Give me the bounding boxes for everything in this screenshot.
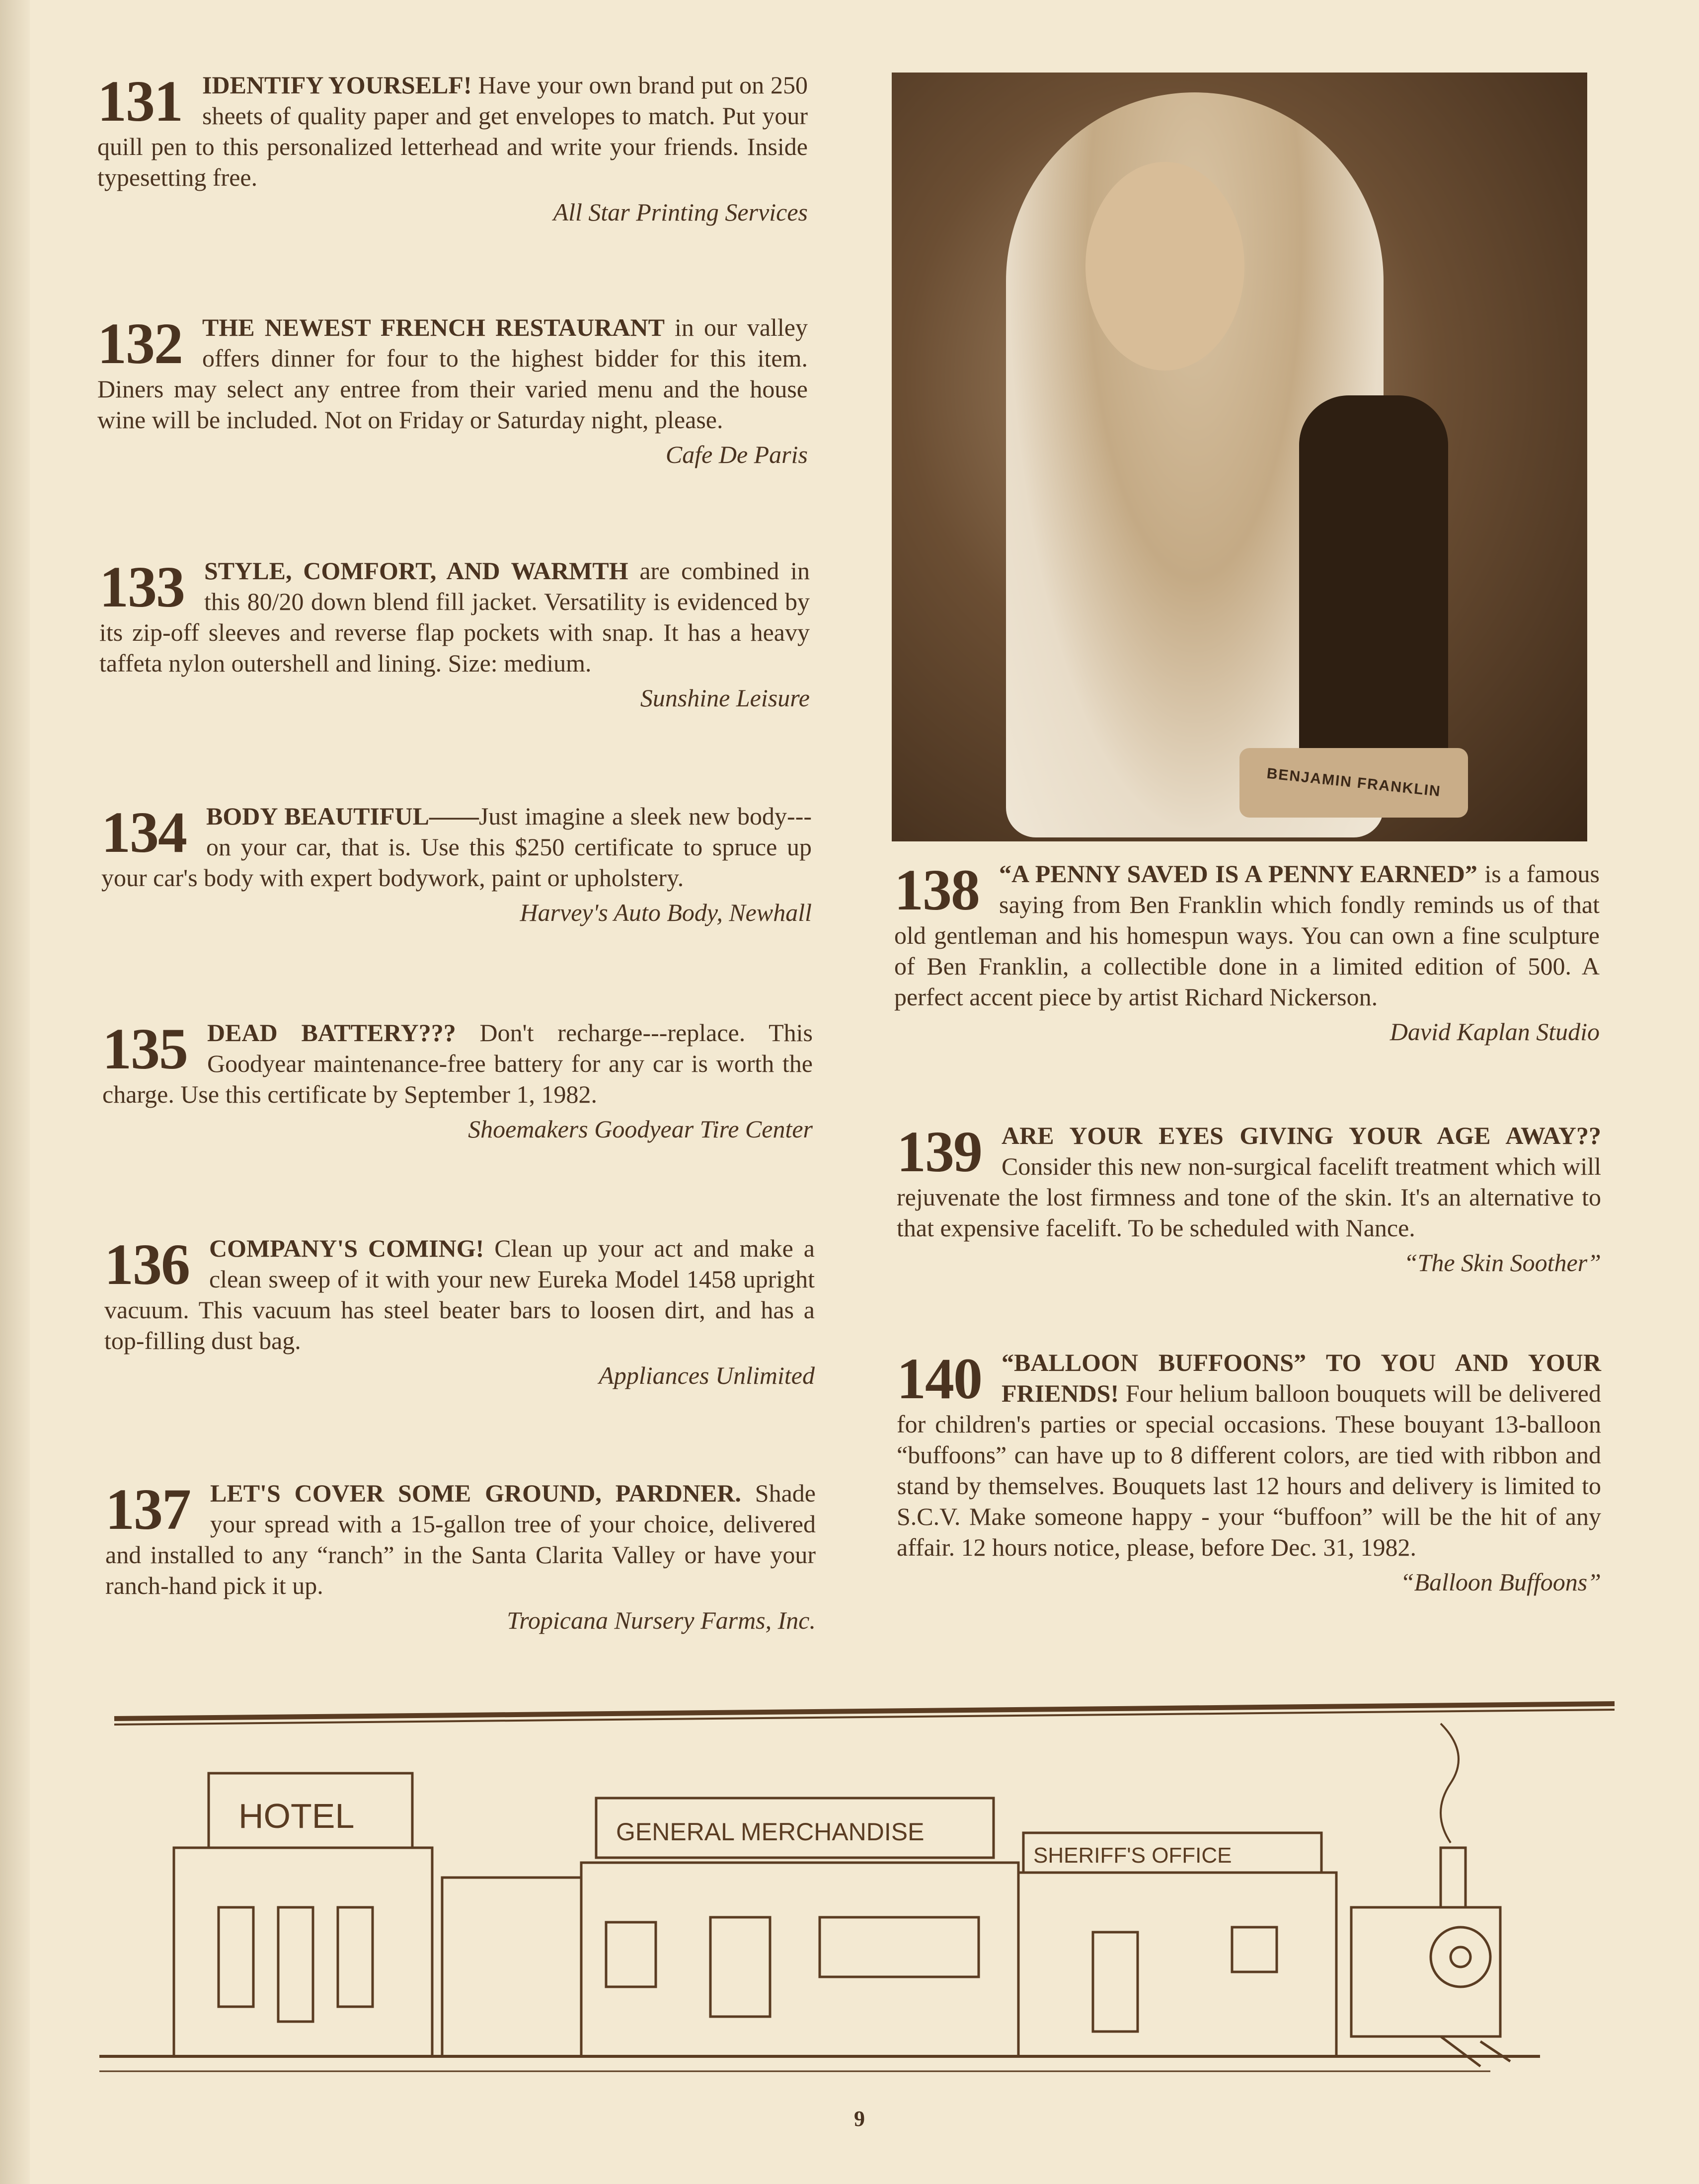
item-131 xyxy=(97,70,808,227)
item-sponsor: “The Skin Soother” xyxy=(1403,1249,1601,1277)
item-134 xyxy=(101,801,812,928)
item-number: 139 xyxy=(897,1119,982,1184)
photo-sculpture-base xyxy=(1239,748,1468,818)
item-140 xyxy=(897,1347,1601,1597)
item-sponsor: Harvey's Auto Body, Newhall xyxy=(520,899,812,926)
item-number: 136 xyxy=(104,1232,189,1297)
item-135 xyxy=(102,1017,813,1144)
sheriff-building xyxy=(1018,1873,1336,2056)
item-138 xyxy=(894,858,1600,1047)
item-number: 137 xyxy=(105,1477,190,1542)
photo-girl-with-franklin-sculpture xyxy=(892,73,1587,841)
general-merchandise-sign: GENERAL MERCHANDISE xyxy=(616,1818,925,1846)
middle-building xyxy=(442,1878,581,2056)
western-town-sketch xyxy=(99,1699,1615,2086)
item-number: 134 xyxy=(101,800,186,865)
item-sponsor: All Star Printing Services xyxy=(553,198,808,226)
locomotive xyxy=(1351,1724,1510,2066)
item-number: 135 xyxy=(102,1016,187,1081)
hotel-sign: HOTEL xyxy=(238,1797,355,1835)
item-137 xyxy=(105,1478,816,1636)
item-body: Have your own brand put on 250 sheets of quality paper and get envelopes to match. Put your quill pen to this personalized letterhead and write your friends. Inside typesetting free. xyxy=(97,71,808,191)
item-body: Consider this new non-surgical facelift treatment which will rejuvenate the lost firmness and tone of the skin. It's an alternative to that expensive facelift. To be scheduled with Nance. xyxy=(897,1152,1601,1242)
item-body: is a famous saying from Ben Franklin which fondly reminds us of that old gentleman and his homespun ways. You can own a fine sculpture of Ben Franklin, a collectible done in a limited edition of 500. A perfect accent piece by artist Richard Nickerson. xyxy=(894,860,1600,1011)
sculpture-base-label: BENJAMIN FRANKLIN xyxy=(1266,765,1442,800)
item-body: Four helium balloon bouquets will be delivered for children's parties or special occasions. These bouyant 13-balloon “buffoons” can have up to 8 different colors, are tied with ribbon and stand by themselves. Bouquets last 12 hours and delivery is limited to S.C.V. Make someone happy - your “buffoon” will be the hit of any affair. 12 hours notice, please, before Dec. 31, 1982. xyxy=(897,1379,1601,1561)
photo-franklin-sculpture xyxy=(1299,395,1448,803)
hotel-building xyxy=(174,1848,432,2056)
item-body: Shade your spread with a 15-gallon tree of your choice, delivered and installed to any “ranch” in the Santa Clarita Valley or have your ranch-hand pick it up. xyxy=(105,1479,816,1599)
sheriffs-office-sign: SHERIFF'S OFFICE xyxy=(1033,1843,1232,1868)
item-sponsor: David Kaplan Studio xyxy=(1390,1018,1600,1046)
item-sponsor: Tropicana Nursery Farms, Inc. xyxy=(507,1606,816,1634)
item-sponsor: Cafe De Paris xyxy=(665,441,808,468)
page-number: 9 xyxy=(854,2107,865,2131)
item-number: 132 xyxy=(97,311,182,376)
item-sponsor: “Balloon Buffoons” xyxy=(1400,1568,1601,1596)
item-sponsor: Sunshine Leisure xyxy=(640,684,810,712)
item-heading: BODY BEAUTIFUL—— xyxy=(206,802,479,830)
item-sponsor: Appliances Unlimited xyxy=(599,1361,815,1389)
item-heading: ARE YOUR EYES GIVING YOUR AGE AWAY?? xyxy=(1002,1122,1601,1149)
item-132 xyxy=(97,312,808,470)
photo-girl-face xyxy=(1085,162,1244,371)
item-body: are combined in this 80/20 down blend fill jacket. Versatility is evidenced by its zip-off sleeves and reverse flap pockets with snap. It has a heavy taffeta nylon outershell and lining. Size: medium. xyxy=(99,557,810,677)
item-heading: “BALLOON BUFFOONS” TO YOU AND YOUR FRIENDS! xyxy=(1002,1349,1601,1407)
item-heading: STYLE, COMFORT, AND WARMTH xyxy=(204,557,628,585)
general-store-building xyxy=(581,1863,1018,2056)
item-body: in our valley offers dinner for four to the highest bidder for this item. Diners may select any entree from their varied menu and the house wine will be included. Not on Friday or Saturday night, please. xyxy=(97,313,808,434)
item-sponsor: Shoemakers Goodyear Tire Center xyxy=(468,1115,813,1143)
binding-gutter xyxy=(0,0,30,2184)
item-body: Clean up your act and make a clean sweep of it with your new Eureka Model 1458 upright vacuum. This vacuum has steel beater bars to loosen dirt, and has a top-filling dust bag. xyxy=(104,1234,815,1355)
item-number: 133 xyxy=(99,554,184,619)
item-133 xyxy=(99,555,810,713)
item-number: 140 xyxy=(897,1346,982,1411)
item-heading: COMPANY'S COMING! xyxy=(209,1234,484,1262)
item-heading: IDENTIFY YOURSELF! xyxy=(202,71,472,99)
item-heading: THE NEWEST FRENCH RESTAURANT xyxy=(202,313,665,341)
item-heading: “A PENNY SAVED IS A PENNY EARNED” xyxy=(999,860,1477,888)
item-body: Just imagine a sleek new body---on your car, that is. Use this $250 certificate to spruce up your car's body with expert bodywork, paint or upholstery. xyxy=(101,802,812,892)
item-heading: DEAD BATTERY??? xyxy=(207,1019,456,1047)
item-body: Don't recharge---replace. This Goodyear maintenance-free battery for any car is worth the charge. Use this certificate by September 1, 1982. xyxy=(102,1019,813,1108)
item-139 xyxy=(897,1120,1601,1278)
item-136 xyxy=(104,1233,815,1391)
item-number: 138 xyxy=(894,857,979,922)
item-heading: LET'S COVER SOME GROUND, PARDNER. xyxy=(210,1479,741,1507)
item-number: 131 xyxy=(97,69,182,134)
